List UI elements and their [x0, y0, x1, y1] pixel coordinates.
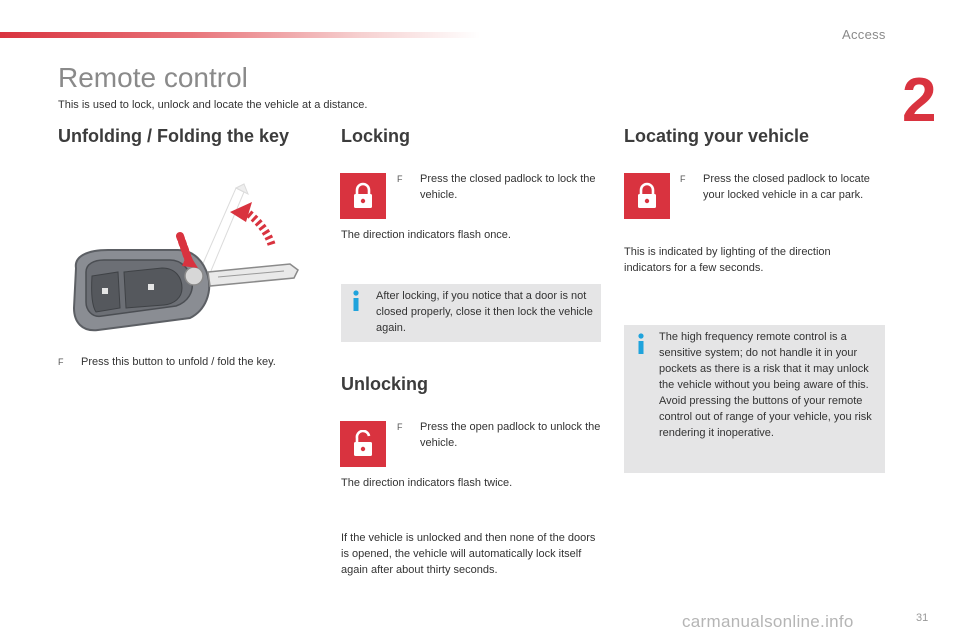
info-icon — [351, 290, 361, 312]
locating-info-paragraph-1: The high frequency remote control is a sensitive system; do not handle it in your pockets as there is a risk that it may unlock the vehicle without you being aware of this. — [659, 331, 869, 391]
locking-heading: Locking — [341, 126, 411, 146]
locking-result: The direction indicators flash once. — [341, 229, 511, 241]
locking-bullet-text: Press the closed padlock to lock the vehicle. — [420, 173, 596, 201]
closed-padlock-icon — [340, 173, 386, 219]
watermark: carmanualsonline.info — [682, 612, 854, 631]
page-number: 31 — [916, 612, 929, 624]
bullet-marker-icon: F — [58, 357, 64, 367]
locating-info-paragraph-2: Avoid pressing the buttons of your remote control out of range of your vehicle, you risk rendering it inoperative. — [659, 395, 872, 439]
locating-bullet-text: Press the closed padlock to locate your locked vehicle in a car park. — [703, 173, 870, 201]
info-icon — [636, 333, 646, 355]
chapter-number: 2 — [902, 66, 937, 135]
unlocking-result: The direction indicators flash twice. — [341, 477, 513, 489]
locking-info-box — [341, 284, 601, 342]
key-illustration — [58, 180, 308, 340]
locating-result: This is indicated by lighting of the direction indicators for a few seconds. — [624, 246, 831, 274]
section-name: Access — [842, 27, 886, 42]
bullet-marker-icon: F — [397, 174, 403, 184]
unlocking-bullet — [397, 419, 602, 451]
page-title: Remote control — [58, 62, 248, 93]
open-padlock-icon — [340, 421, 386, 467]
unlocking-note: If the vehicle is unlocked and then none of the doors is opened, the vehicle will automatically lock itself again after about thirty seconds. — [341, 532, 596, 576]
page-intro: This is used to lock, unlock and locate the vehicle at a distance. — [58, 99, 368, 111]
locating-bullet — [680, 171, 880, 203]
locating-info-box — [624, 325, 885, 473]
closed-padlock-icon — [624, 173, 670, 219]
locking-info-text: After locking, if you notice that a door is not closed properly, close it then lock the vehicle again. — [376, 290, 593, 334]
header-accent-bar — [0, 32, 480, 38]
unfolding-heading: Unfolding / Folding the key — [58, 126, 289, 146]
unlocking-bullet-text: Press the open padlock to unlock the vehicle. — [420, 421, 601, 449]
bullet-marker-icon: F — [397, 422, 403, 432]
locating-heading: Locating your vehicle — [624, 126, 810, 146]
locking-bullet — [397, 171, 602, 203]
unlocking-heading: Unlocking — [341, 374, 429, 394]
bullet-marker-icon: F — [680, 174, 686, 184]
unfolding-bullet — [58, 354, 318, 370]
unfolding-bullet-text: Press this button to unfold / fold the key. — [81, 356, 276, 368]
locating-info-text — [659, 329, 881, 441]
